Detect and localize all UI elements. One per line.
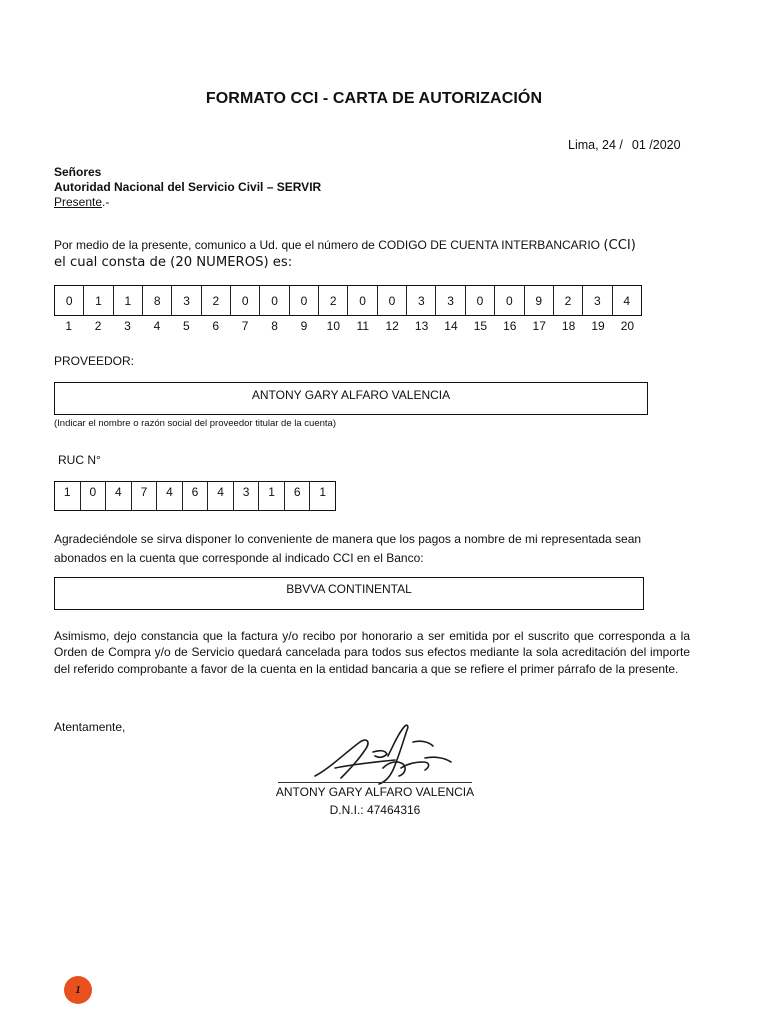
signature-line bbox=[278, 782, 472, 783]
ruc-digit-cell: 4 bbox=[157, 482, 183, 510]
cci-position-label: 2 bbox=[94, 319, 102, 333]
provider-label: PROVEEDOR: bbox=[54, 354, 135, 368]
cci-digit-cell: 0 bbox=[231, 286, 260, 315]
intro-cci-abbrev: (CCI) bbox=[603, 238, 636, 253]
intro-line-1: Por medio de la presente, comunico a Ud. que el número de CODIGO DE CUENTA INTERBANCARIO (CCI) bbox=[54, 238, 636, 253]
cci-position-label: 6 bbox=[212, 319, 220, 333]
ruc-digit-cell: 7 bbox=[132, 482, 158, 510]
presente-suffix: .- bbox=[102, 195, 110, 209]
cci-position-label: 8 bbox=[271, 319, 278, 333]
ruc-digit-cell: 6 bbox=[183, 482, 209, 510]
cci-position-row bbox=[54, 319, 642, 333]
payment-request-paragraph: Agradeciéndole se sirva disponer lo conveniente de manera que los pagos a nombre de mi representada sean abonados en la cuenta que corresponde al indicado CCI en el Banco: bbox=[54, 532, 642, 565]
cci-position-label: 5 bbox=[182, 319, 190, 333]
cci-digit-cell: 2 bbox=[319, 286, 348, 315]
cci-digit-cell: 0 bbox=[55, 286, 84, 315]
ruc-digit-cell: 4 bbox=[208, 482, 234, 510]
cci-digit-cell: 0 bbox=[290, 286, 319, 315]
cci-digit-cell: 3 bbox=[172, 286, 201, 315]
ruc-label: RUC N° bbox=[58, 453, 101, 467]
closing-greeting: Atentamente, bbox=[54, 720, 126, 734]
cci-digit-cell: 3 bbox=[583, 286, 612, 315]
cci-digit-cell: 9 bbox=[525, 286, 554, 315]
cci-digit-cell: 2 bbox=[554, 286, 583, 315]
page-number-badge bbox=[64, 976, 92, 1004]
cci-position-label: 20 bbox=[620, 319, 635, 333]
ruc-digit-cell: 1 bbox=[55, 482, 81, 510]
cci-position-label: 16 bbox=[503, 319, 517, 333]
document-title: FORMATO CCI - CARTA DE AUTORIZACIÓN bbox=[205, 90, 543, 107]
ruc-digit-grid bbox=[54, 481, 336, 511]
cci-position-label: 19 bbox=[591, 319, 605, 333]
cci-position-label: 11 bbox=[356, 319, 369, 333]
provider-name: ANTONY GARY ALFARO VALENCIA bbox=[251, 388, 451, 402]
cci-digit-cell: 4 bbox=[623, 293, 631, 308]
cci-digit-cell: 8 bbox=[143, 286, 172, 315]
recipient-organization: Autoridad Nacional del Servicio Civil – SERVIR bbox=[54, 180, 322, 194]
bank-name-box bbox=[54, 577, 644, 610]
cci-digit-cell: 0 bbox=[348, 286, 377, 315]
cci-digit-cell: 0 bbox=[378, 286, 407, 315]
cci-digit-cell: 2 bbox=[202, 286, 231, 315]
cci-position-label: 1 bbox=[65, 319, 73, 333]
cci-digit-cell: 1 bbox=[114, 286, 143, 315]
cci-position-label: 14 bbox=[444, 319, 458, 333]
provider-name-box bbox=[54, 382, 648, 415]
ruc-digit-cell: 4 bbox=[106, 482, 132, 510]
cci-position-label: 15 bbox=[473, 319, 488, 333]
ruc-digit-cell: 3 bbox=[234, 482, 260, 510]
handwritten-signature bbox=[275, 718, 475, 788]
cci-position-label: 18 bbox=[561, 319, 576, 333]
presente-line bbox=[54, 195, 321, 210]
ruc-digit-cell: 0 bbox=[81, 482, 107, 510]
provider-note: (Indicar el nombre o razón social del proveedor titular de la cuenta) bbox=[54, 418, 336, 429]
cci-digit-grid bbox=[54, 285, 642, 316]
signatory-dni: D.N.I.: 47464316 bbox=[329, 803, 421, 817]
page-number: 1 bbox=[75, 984, 81, 996]
date-month-year: 01 /2020 bbox=[631, 138, 681, 152]
ruc-digit-cell: 1 bbox=[259, 482, 285, 510]
cci-digit-cell: 0 bbox=[495, 286, 524, 315]
ruc-digit-cell: 6 bbox=[285, 482, 311, 510]
cci-position-label: 13 bbox=[414, 319, 429, 333]
cci-digit-cell: 1 bbox=[84, 286, 113, 315]
cci-digit-cell: 0 bbox=[466, 286, 495, 315]
cci-digit-cell: 0 bbox=[260, 286, 289, 315]
letter-date bbox=[568, 138, 681, 152]
recipient-address bbox=[54, 165, 321, 210]
recipient-salutation: Señores bbox=[54, 165, 102, 179]
intro-line-2: el cual consta de (20 NUMEROS) es: bbox=[54, 255, 293, 270]
date-day: Lima, 24 / bbox=[568, 138, 623, 152]
presente-word: Presente bbox=[54, 195, 103, 209]
cci-position-label: 4 bbox=[153, 319, 161, 333]
cci-position-label: 3 bbox=[124, 319, 131, 333]
cci-position-label: 10 bbox=[326, 319, 341, 333]
cci-position-label: 12 bbox=[385, 319, 399, 333]
ruc-digit-cell: 1 bbox=[319, 485, 327, 499]
cci-digit-cell: 3 bbox=[407, 286, 436, 315]
cci-digit-cell: 3 bbox=[436, 286, 465, 315]
signatory-name: ANTONY GARY ALFARO VALENCIA bbox=[275, 785, 475, 799]
intro-text bbox=[54, 237, 636, 271]
bank-name: BBVVA CONTINENTAL bbox=[286, 582, 412, 596]
cci-position-label: 9 bbox=[300, 319, 308, 333]
invoice-statement-paragraph: Asimismo, dejo constancia que la factura y/o recibo por honorario a ser emitida por el suscrito que corresponda a la Orden de Compra y/o de Servicio quedará cancelada para todos sus efectos mediante la sola acreditación del importe del referido comprobante a favor de la cuenta en la entidad bancaria a que se refiere el primer párrafo de la presente. bbox=[54, 629, 690, 676]
cci-position-label: 17 bbox=[532, 319, 546, 333]
cci-position-label: 7 bbox=[241, 319, 249, 333]
